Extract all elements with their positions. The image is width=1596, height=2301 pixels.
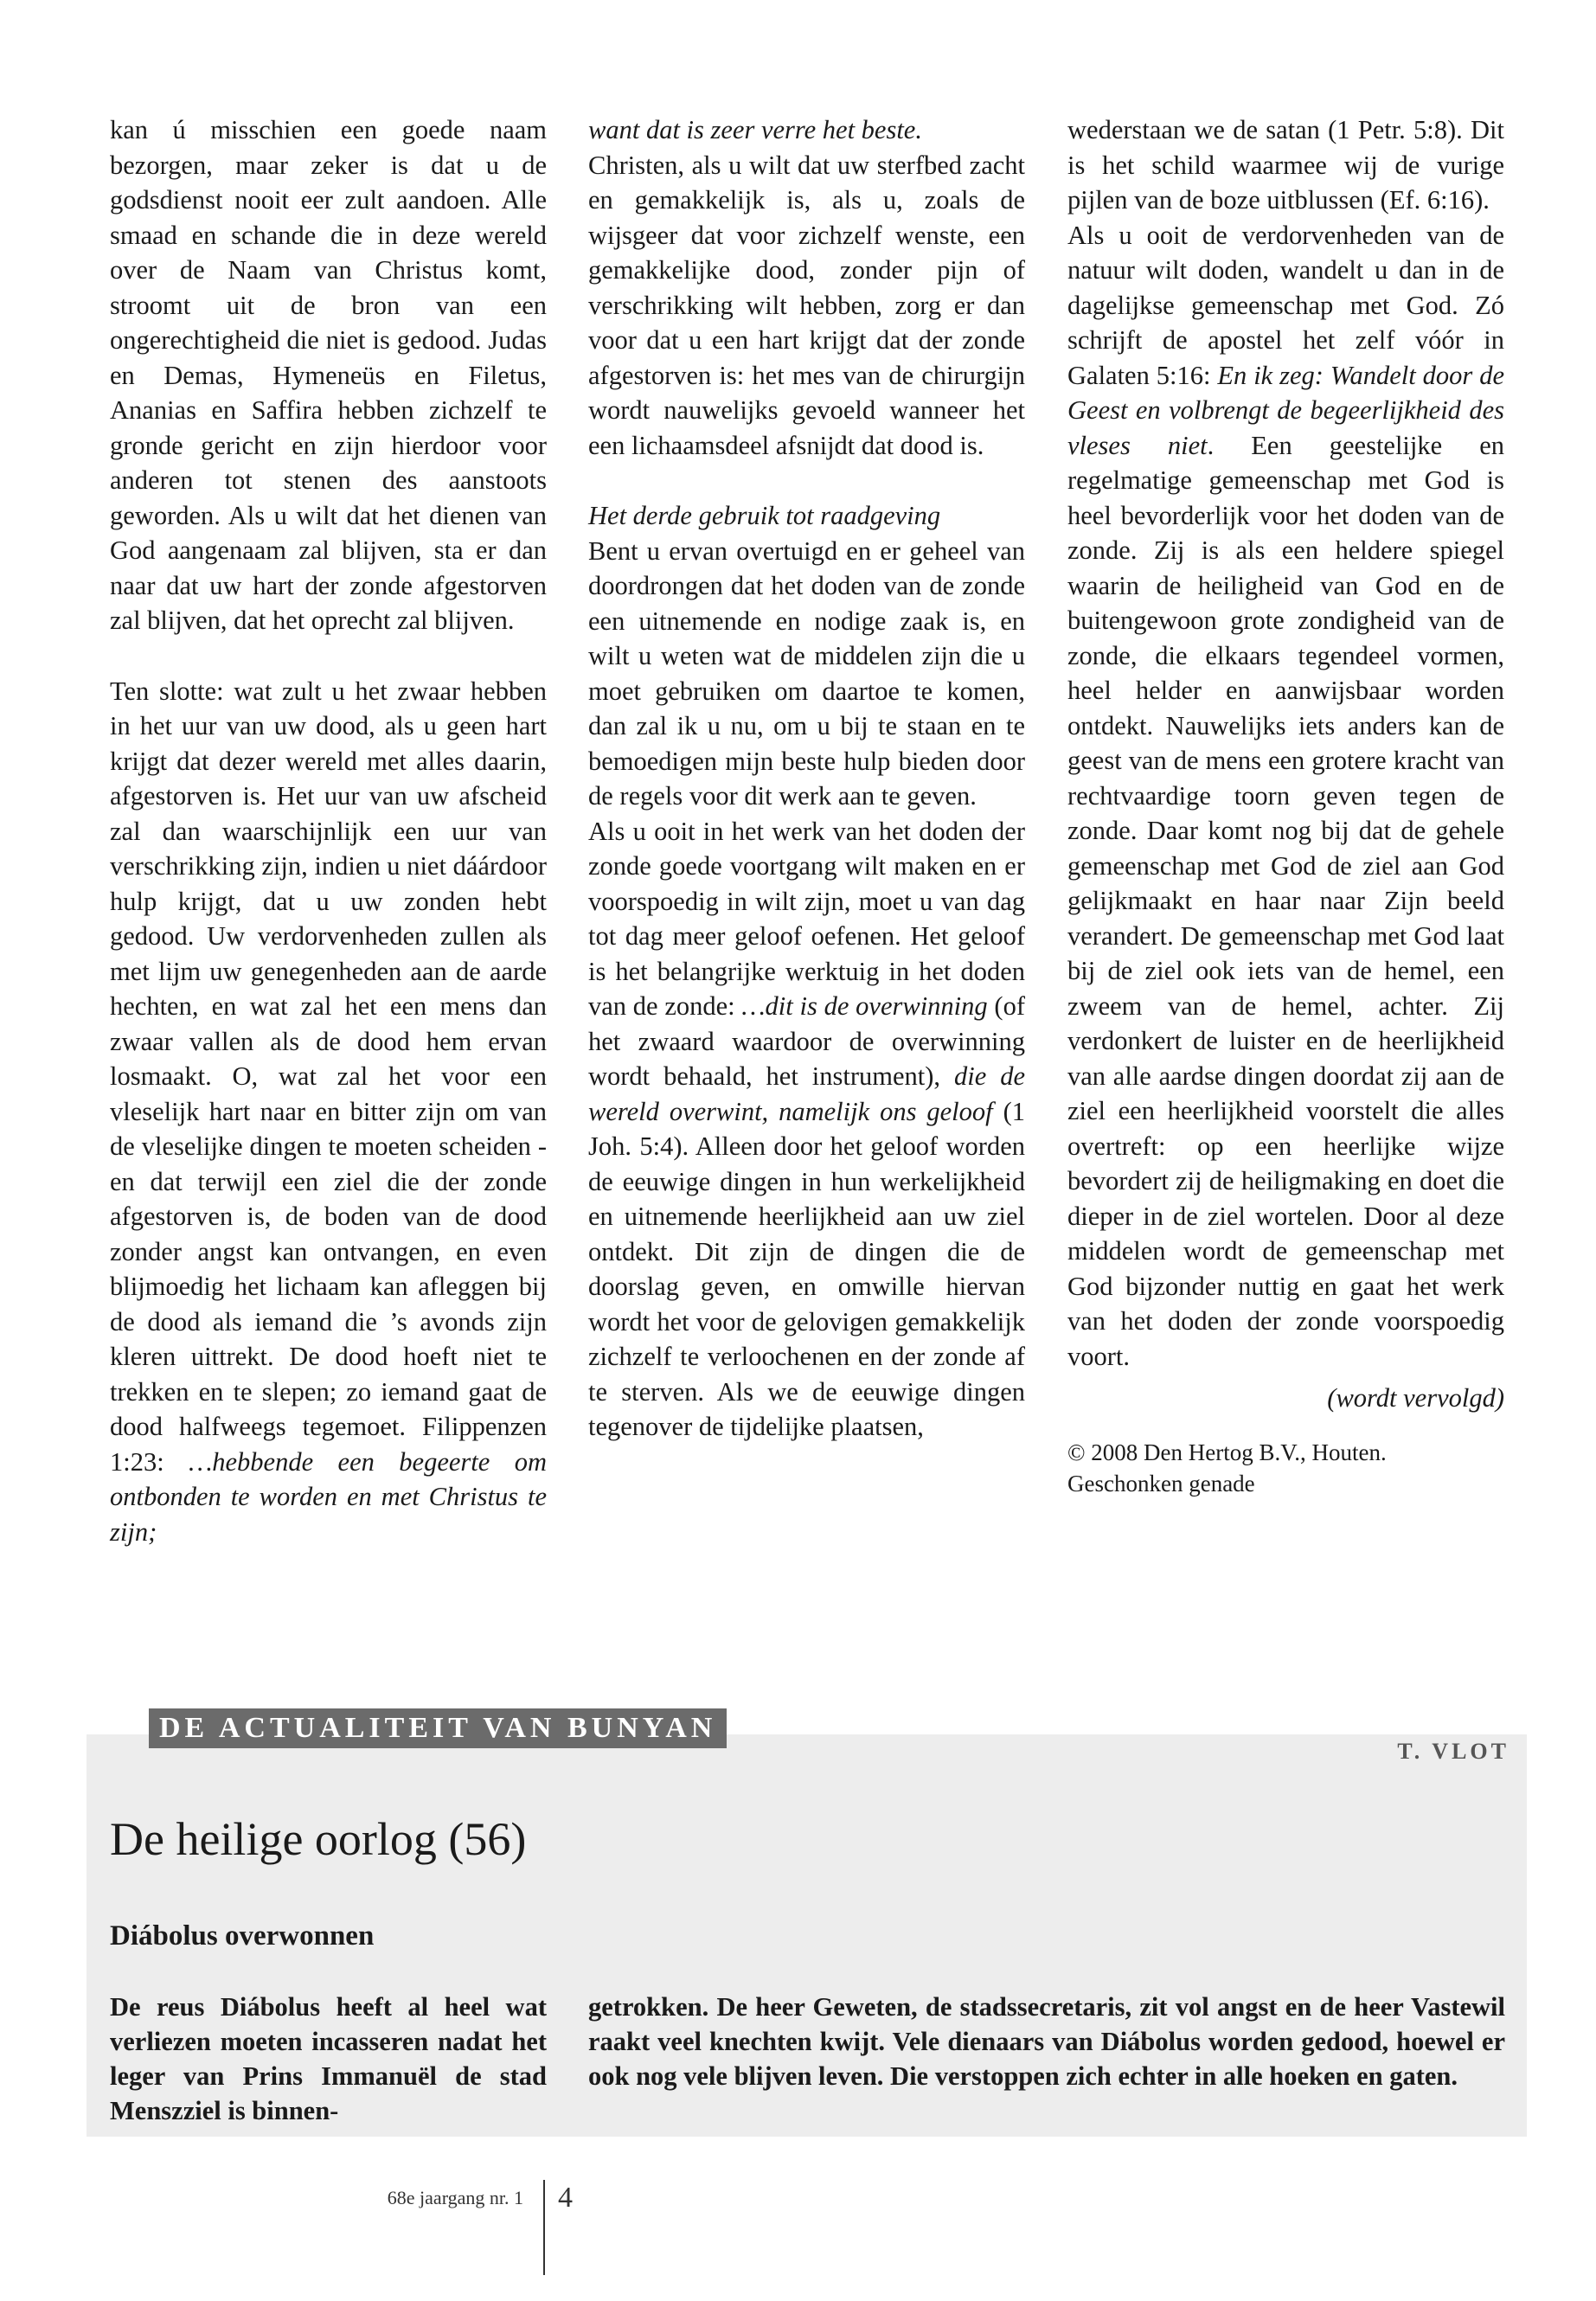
column-3 — [1067, 112, 1504, 1499]
column-2 — [588, 112, 1025, 1445]
paragraph-text: (1 Joh. 5:4). Alleen door het geloof worden de eeuwige dingen in hun werkelijkheid en uitnemende heerlijkheid aan uw ziel ontdekt. Dit zijn de dingen die de doorslag geven, en omwille hiervan wordt het voor de gelovigen gemakkelijk zichzelf te verloochenen en der zonde af te sterven. Als we de eeuwige dingen tegenover de tijdelijke plaatsen, — [588, 1096, 1025, 1441]
column-1 — [110, 112, 547, 1549]
paragraph: Christen, als u wilt dat uw sterfbed zacht en gemakkelijk is, als u, zoals de wijsgeer dat voor zichzelf wenste, een gemakkelijke dood, zonder pijn of verschrikking wilt hebben, zorg er dan voor dat u een hart krijgt dat der zonde afgestorven is: het mes van de chirurgijn wordt nauwelijks gevoeld wanneer het een lichaamsdeel afsnijdt dat dood is. — [588, 150, 1025, 460]
scripture-quote: …dit is de overwinning — [741, 991, 988, 1021]
feature-subtitle: Diábolus overwonnen — [110, 1920, 375, 1952]
paragraph — [1067, 218, 1504, 1375]
copyright — [1067, 1437, 1504, 1499]
feature-author: T. VLOT — [1397, 1739, 1509, 1764]
scripture-quote: die de wereld overwint, namelijk ons geloof — [588, 1061, 1025, 1126]
feature-title: De heilige oorlog (56) — [110, 1813, 527, 1865]
paragraph-text: . Een geestelijke en regelmatige gemeenschap met God is heel bevorderlijk voor het doden van de zonde. Zij is als een heldere spiegel waarin de heiligheid van God en de buitengewoon grote zondigheid van de zonde, die elkaars tegendeel vormen, heel helder en aanwijsbaar worden ontdekt. Nauwelijks iets anders kan de geest van de mens een grotere kracht van rechtvaardige toorn geven tegen de zonde. Daar komt nog bij dat de gehele gemeenschap met God de ziel aan God gelijkmaakt en haar naar Zijn beeld verandert. De gemeenschap met God laat bij de ziel ook iets van de hemel, een zweem van de hemel, achter. Zij verdonkert de luister en de heerlijkheid van alle aardse dingen doordat zij aan de ziel een heerlijkheid voorstelt die alles overtreft: op een heerlijke wijze bevordert zij de heiligmaking en doet die dieper in de ziel wortelen. Door al deze middelen wordt de gemeenschap met God bijzonder nuttig en gaat het werk van het doden der zonde voorspoedig voort. — [1067, 430, 1504, 1371]
paragraph-text: Ten slotte: wat zult u het zwaar hebben in het uur van uw dood, als u geen hart krijgt dat dezer wereld met alles daarin, afgestorven is. Het uur van uw afscheid zal dan waarschijnlijk een uur van verschrikking zijn, indien u niet dáárdoor hulp krijgt, dat u uw zonden hebt gedood. Uw verdorvenheden zullen als met lijm uw genegenheden aan de aarde hechten, en wat zal het een mens dan zwaar vallen als de dood hem ervan losmaakt. O, wat zal het voor een vleselijk hart naar en bitter zijn om van de vleselijke dingen te moeten scheiden - en dat terwijl een ziel die der zonde afgestorven is, de boden van de dood zonder angst kan ontvangen, en even blijmoedig het lichaam kan afleggen bij de dood als iemand die ’s avonds zijn kleren uittrekt. De dood hoeft niet te trekken en te slepen; zo iemand gaat de dood halfweegs tegemoet. Filippenzen 1:23: — [110, 676, 547, 1477]
paragraph — [588, 814, 1025, 1445]
paragraph: wederstaan we de satan (1 Petr. 5:8). Dit is het schild waarmee wij de vurige pijlen van de boze uitblussen (Ef. 6:16). — [1067, 115, 1504, 215]
page-number: 4 — [558, 2182, 573, 2214]
feature-intro-left: De reus Diábolus heeft al heel wat verliezen moeten incasseren nadat het leger van Prins Immanuël de stad Menszziel is binnen- — [110, 1992, 547, 2125]
feature-intro-right: getrokken. De heer Geweten, de stadssecretaris, zit vol angst en de heer Vastewil raakt veel knechten kwijt. Vele dienaars van Diábolus worden gedood, hoewel er ook nog vele blijven leven. Die verstoppen zich echter in alle hoeken en gaten. — [588, 1992, 1505, 2091]
issue-label: 68e jaargang nr. 1 — [387, 2187, 523, 2208]
paragraph-text: (of het zwaard waardoor de overwinning wordt behaald, het instrument), — [588, 991, 1025, 1091]
paragraph: kan ú misschien een goede naam bezorgen, maar zeker is dat u de godsdienst nooit eer zult aandoen. Alle smaad en schande die in deze wereld over de Naam van Christus komt, stroomt uit de bron van een ongerechtigheid die niet is gedood. Judas en Demas, Hymeneüs en Filetus, Ananias en Saffira hebben zichzelf te gronde gericht en zijn hierdoor voor anderen tot stenen des aanstoots geworden. Als u wilt dat het dienen van God aangenaam zal blijven, sta er dan naar dat uw hart der zonde afgestorven zal blijven, dat het oprecht zal blijven. — [110, 115, 547, 635]
continued-note: (wordt vervolgd) — [1327, 1383, 1504, 1413]
paragraph: Bent u ervan overtuigd en er geheel van doordrongen dat het doden van de zonde een uitnemende en nodige zaak is, en wilt u weten wat de middelen zijn die u moet gebruiken om daartoe te komen, dan zal ik u nu, om u bij te staan en te bemoedigen mijn beste hulp bieden door de regels voor dit werk aan te geven. — [588, 535, 1025, 811]
paragraph-text: Als u ooit in het werk van het doden der zonde goede voortgang wilt maken en er voorspoedig in wilt zijn, moet u van dag tot dag meer geloof oefenen. Het geloof is het belangrijke werktuig in het doden van de zonde: — [588, 816, 1025, 1021]
scripture-quote: …hebbende een begeerte om ontbonden te worden en met Christus te zijn; — [110, 1446, 548, 1547]
scripture-quote: En ik zeg: Wandelt door de Geest en volbrengt de begeerlijkheid des vleses niet — [1067, 360, 1504, 460]
paragraph-text: Als u ooit de verdorvenheden van de natuur wilt doden, wandelt u dan in de dagelijkse gemeenschap met God. Zó schrijft de apostel het zelf vóór in Galaten 5:16: — [1067, 220, 1504, 390]
footer-divider — [543, 2180, 545, 2275]
copyright-line: © 2008 Den Hertog B.V., Houten. — [1067, 1439, 1387, 1465]
copyright-line: Geschonken genade — [1067, 1470, 1255, 1497]
section-subheading: Het derde gebruik tot raadgeving — [588, 501, 941, 530]
feature-label: DE ACTUALITEIT VAN BUNYAN — [149, 1708, 727, 1748]
scripture-quote: want dat is zeer verre het beste. — [588, 115, 922, 144]
paragraph — [110, 674, 547, 1550]
